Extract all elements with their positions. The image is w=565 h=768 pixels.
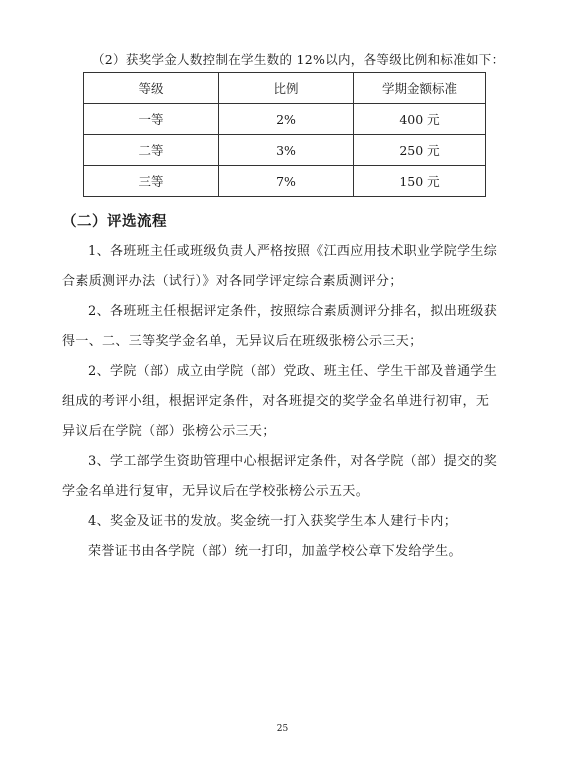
header-level: 等级 xyxy=(84,73,219,104)
table-row xyxy=(84,166,486,197)
paragraph-step-2: 2、各班班主任根据评定条件，按照综合素质测评分排名，拟出班级获得一、二、三等奖学金名单，无异议后在班级张榜公示三天； xyxy=(62,304,498,349)
cell-ratio: 2% xyxy=(219,104,354,135)
intro-text: （2）获奖学金人数控制在学生数的 12%以内，各等级比例和标准如下： xyxy=(92,52,505,67)
page-number: 25 xyxy=(276,724,289,734)
cell-level: 三等 xyxy=(84,166,219,197)
paragraph-certificate: 荣誉证书由各学院（部）统一打印，加盖学校公章下发给学生。 xyxy=(88,544,462,559)
cell-ratio: 7% xyxy=(219,166,354,197)
scholarship-table xyxy=(83,72,486,197)
cell-amount: 250 元 xyxy=(354,135,486,166)
paragraph-step-2b: 2、学院（部）成立由学院（部）党政、班主任、学生干部及普通学生组成的考评小组，根据评定条件，对各班提交的奖学金名单进行初审，无异议后在学院（部）张榜公示三天； xyxy=(62,364,498,439)
paragraph-step-4: 4、奖金及证书的发放。奖金统一打入获奖学生本人建行卡内； xyxy=(88,514,458,529)
cell-level: 一等 xyxy=(84,104,219,135)
cell-amount: 150 元 xyxy=(354,166,486,197)
header-amount: 学期金额标准 xyxy=(354,73,486,104)
section-title: （二）评选流程 xyxy=(62,214,167,230)
cell-amount: 400 元 xyxy=(354,104,486,135)
table-row xyxy=(84,135,486,166)
table-row xyxy=(84,104,486,135)
header-ratio: 比例 xyxy=(219,73,354,104)
table-header-row xyxy=(84,73,486,104)
cell-ratio: 3% xyxy=(219,135,354,166)
paragraph-step-3: 3、学工部学生资助管理中心根据评定条件，对各学院（部）提交的奖学金名单进行复审，无异议后在学校张榜公示五天。 xyxy=(62,454,498,499)
cell-level: 二等 xyxy=(84,135,219,166)
paragraph-step-1: 1、各班班主任或班级负责人严格按照《江西应用技术职业学院学生综合素质测评办法（试行）》对各同学评定综合素质测评分； xyxy=(62,244,498,289)
